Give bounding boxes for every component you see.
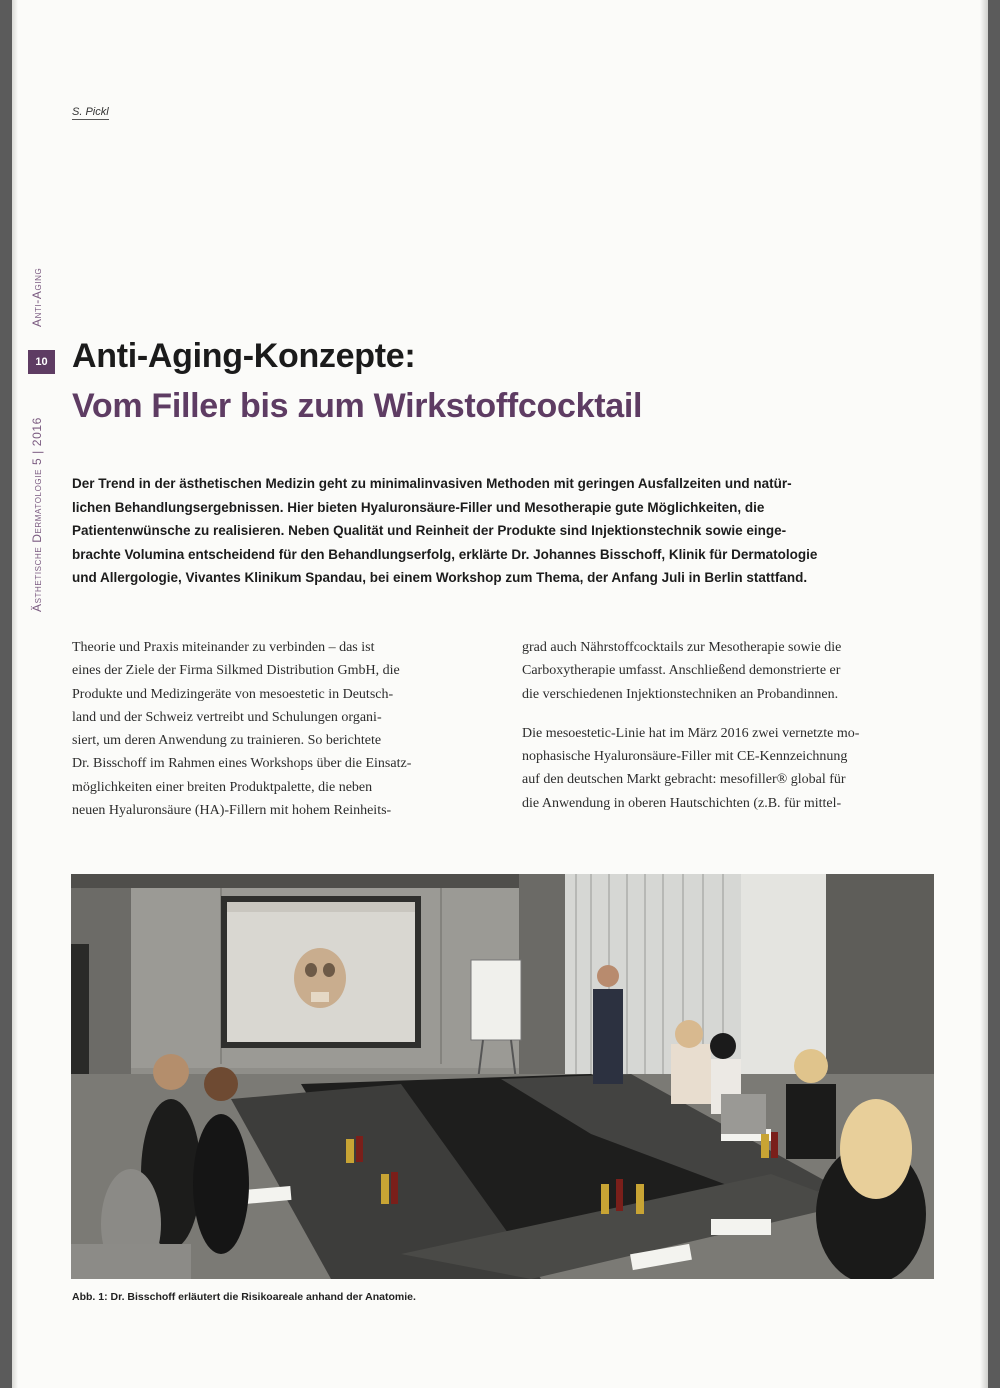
page-edge-right	[980, 0, 988, 1388]
page-edge-left	[12, 0, 18, 1388]
workshop-photo	[71, 874, 934, 1279]
body-line: nophasische Hyaluronsäure-Filler mit CE-Kennzeichnung	[522, 749, 848, 765]
lead-line: und Allergologie, Vivantes Klinikum Spandau, bei einem Workshop zum Thema, der Anfang Juli in Berlin stattfand.	[72, 570, 808, 585]
lead-line: brachte Volumina entscheidend für den Behandlungserfolg, erklärte Dr. Johannes Bisschoff, Klinik für Dermatologie	[72, 546, 818, 562]
body-line: Die mesoestetic-Linie hat im März 2016 zwei vernetzte mo-	[522, 725, 860, 741]
lead-line: lichen Behandlungsergebnissen. Hier bieten Hyaluronsäure-Filler und Mesotherapie gute Möglichkeiten, die	[72, 499, 765, 515]
body-line: neuen Hyaluronsäure (HA)-Fillern mit hohem Reinheits-	[72, 803, 392, 819]
magazine-page	[12, 0, 988, 1388]
journal-label: Ästhetische Dermatologie 5 | 2016	[30, 417, 44, 612]
section-label: Anti-Aging	[30, 267, 44, 327]
body-line: die verschiedenen Injektionstechniken an Probandinnen.	[522, 686, 839, 702]
paragraph-gap	[522, 706, 942, 722]
body-column-left	[72, 636, 492, 822]
body-line: möglichkeiten einer breiten Produktpalette, die neben	[72, 779, 373, 795]
body-line: grad auch Nährstoffcocktails zur Mesotherapie sowie die	[522, 640, 842, 655]
body-line: siert, um deren Anwendung zu trainieren. So berichtete	[72, 733, 382, 749]
lead-paragraph	[72, 472, 932, 590]
author-name: S. Pickl	[72, 106, 109, 118]
body-line: eines der Ziele der Firma Silkmed Distribution GmbH, die	[72, 663, 400, 679]
figure-caption: Abb. 1: Dr. Bisschoff erläutert die Risikoareale anhand der Anatomie.	[72, 1291, 416, 1303]
body-line: die Anwendung in oberen Hautschichten (z.B. für mittel-	[522, 795, 842, 811]
body-line: Theorie und Praxis miteinander zu verbinden – das ist	[72, 640, 375, 655]
body-line: Produkte und Medizingeräte von mesoestetic in Deutsch-	[72, 686, 394, 702]
lead-line: Der Trend in der ästhetischen Medizin geht zu minimalinvasiven Methoden mit geringen Ausfallzeiten und natür-	[72, 476, 792, 491]
article-subtitle: Vom Filler bis zum Wirkstoffcocktail	[72, 387, 643, 425]
body-line: auf den deutschen Markt gebracht: mesofiller® global für	[522, 772, 846, 788]
body-column-right	[522, 636, 942, 815]
article-title: Anti-Aging-Konzepte:	[72, 337, 416, 375]
lead-line: Patientenwünsche zu realisieren. Neben Qualität und Reinheit der Produkte sind Injektionstechnik sowie einge-	[72, 523, 787, 538]
page-number: 10	[28, 350, 55, 374]
body-line: land und der Schweiz vertreibt und Schulungen organi-	[72, 709, 382, 725]
body-line: Carboxytherapie umfasst. Anschließend demonstrierte er	[522, 663, 841, 679]
body-line: Dr. Bisschoff im Rahmen eines Workshops über die Einsatz-	[72, 756, 412, 772]
